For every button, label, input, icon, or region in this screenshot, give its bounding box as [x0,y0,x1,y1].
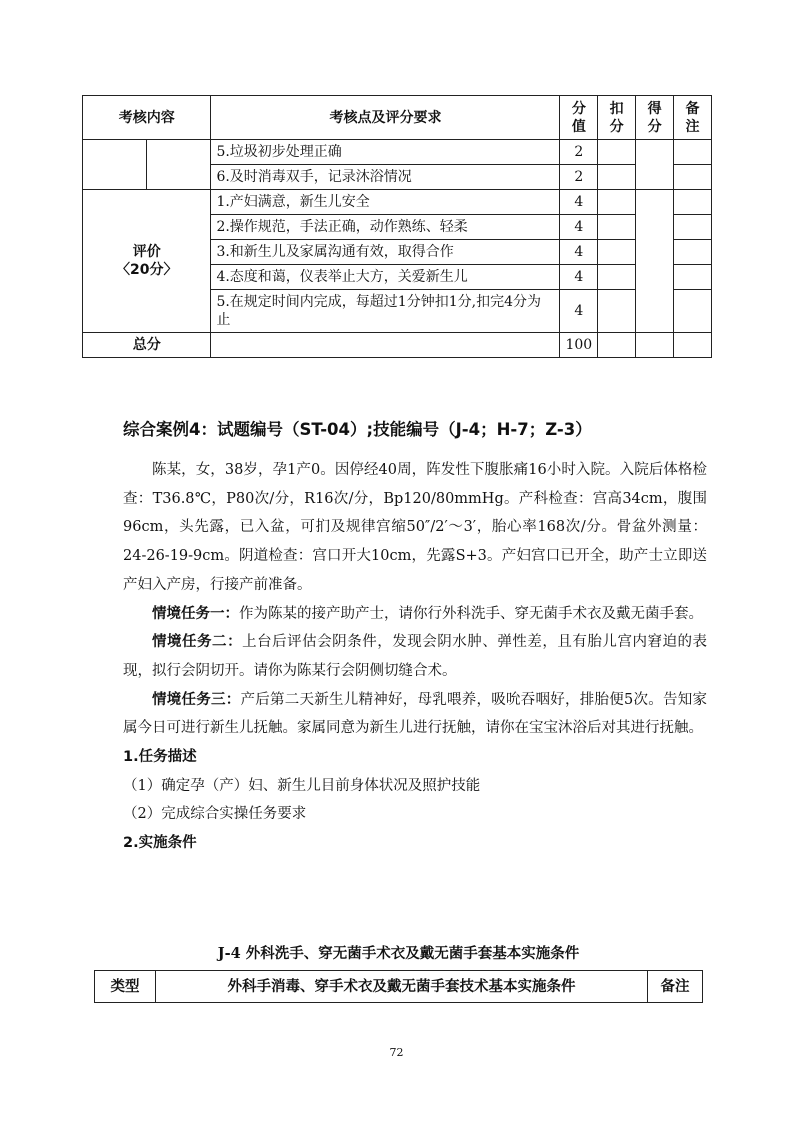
header-score: 得 分 [636,96,674,140]
total-row [83,333,712,358]
deduct-cell [598,165,636,190]
eval-section-label [83,190,211,333]
page-number: 72 [389,1046,404,1059]
value: 4 [560,240,598,265]
conditions-caption: J-4 外科洗手、穿无菌手术衣及戴无菌手套基本实施条件 [217,945,580,962]
note-cell [674,215,712,240]
task-2-text: 上台后评估会阴条件，发现会阴水肿、弹性差，且有胎儿宫内窘迫的表现，拟行会阴切开。请你为陈某行会阴侧切缝合术。 [123,634,708,679]
header-note: 备 注 [674,96,712,140]
eval-sub: 〈20分〉 [115,262,178,278]
criterion: 3.和新生儿及家属沟通有效，取得合作 [211,240,560,265]
value: 4 [560,190,598,215]
value: 2 [560,165,598,190]
deduct-cell [598,140,636,165]
score-cell [636,140,674,190]
score-table [82,95,712,358]
value: 4 [560,265,598,290]
task-3-label: 情境任务三： [152,691,241,708]
criterion: 2.操作规范，手法正确，动作熟练、轻柔 [211,215,560,240]
note-cell [674,140,712,165]
deduct-cell [598,190,636,215]
case-title: 综合案例4：试题编号（ST-04）;技能编号（J-4；H-7；Z-3） [123,420,592,439]
header-type: 类型 [95,971,156,1003]
note-cell [674,240,712,265]
header-deduct: 扣 分 [598,96,636,140]
table-header-row [95,971,703,1003]
case-body [123,456,707,858]
section1-title: 1.任务描述 [123,749,197,766]
note-cell [674,333,712,358]
header-note: 备注 [648,971,703,1003]
value: 2 [560,140,598,165]
score-cell [636,190,674,333]
task-3 [123,686,707,743]
prev-section-cell [83,140,147,190]
task-2-label: 情境任务二： [152,634,243,651]
table-header-row [83,96,712,140]
note-cell [674,190,712,215]
conditions-table [94,970,703,1003]
value: 4 [560,215,598,240]
criterion: 5.在规定时间内完成，每超过1分钟扣1分,扣完4分为止 [211,290,560,333]
note-cell [674,165,712,190]
header-conditions: 外科手消毒、穿手术衣及戴无菌手套技术基本实施条件 [155,971,647,1003]
prev-sub-cell [146,140,211,190]
task-1-text: 作为陈某的接产助产士，请你行外科洗手、穿无菌手术衣及戴无菌手套。 [239,605,703,622]
value: 4 [560,290,598,333]
criterion: 4.态度和蔼，仪表举止大方，关爱新生儿 [211,265,560,290]
deduct-cell [598,290,636,333]
deduct-cell [598,265,636,290]
deduct-cell [598,240,636,265]
task-1 [123,600,707,629]
total-value: 100 [560,333,598,358]
deduct-cell [598,215,636,240]
header-points: 考核点及评分要求 [211,96,560,140]
table-row [83,140,712,165]
note-cell [674,290,712,333]
criterion: 1.产妇满意，新生儿安全 [211,190,560,215]
header-value: 分 值 [560,96,598,140]
section1-item-1: （1）确定孕（产）妇、新生儿目前身体状况及照护技能 [123,777,481,794]
criterion: 6.及时消毒双手，记录沐浴情况 [211,165,560,190]
note-cell [674,265,712,290]
header-content: 考核内容 [83,96,211,140]
total-label: 总分 [83,333,211,358]
task-3-text: 产后第二天新生儿精神好，母乳喂养，吸吮吞咽好，排胎便5次。告知家属今日可进行新生儿抚触。家属同意为新生儿进行抚触，请你在宝宝沐浴后对其进行抚触。 [123,691,708,737]
criterion: 5.垃圾初步处理正确 [211,140,560,165]
section1-item-2: （2）完成综合实操任务要求 [123,806,307,823]
table-row [83,190,712,215]
eval-label: 评价 [132,244,161,260]
deduct-cell [598,333,636,358]
case-intro: 陈某，女，38岁，孕1产0。因停经40周，阵发性下腹胀痛16小时入院。入院后体格检查：T36.8℃，P80次/分，R16次/分，Bp120/80mmHg。产科检查：宫高34cm，腹围96cm，头先露，已入盆，可扪及规律宫缩50″/2′～3′，胎心率168次/分。骨盆外测量：24-26-19-9cm。阴道检查：宫口开大10cm，先露S+3。产妇宫口已开全，助产士立即送产妇入产房，行接产前准备。 [123,462,707,593]
total-empty [211,333,560,358]
task-2 [123,628,707,685]
section2-title: 2.实施条件 [123,835,197,852]
score-cell [636,333,674,358]
task-1-label: 情境任务一： [152,605,239,622]
